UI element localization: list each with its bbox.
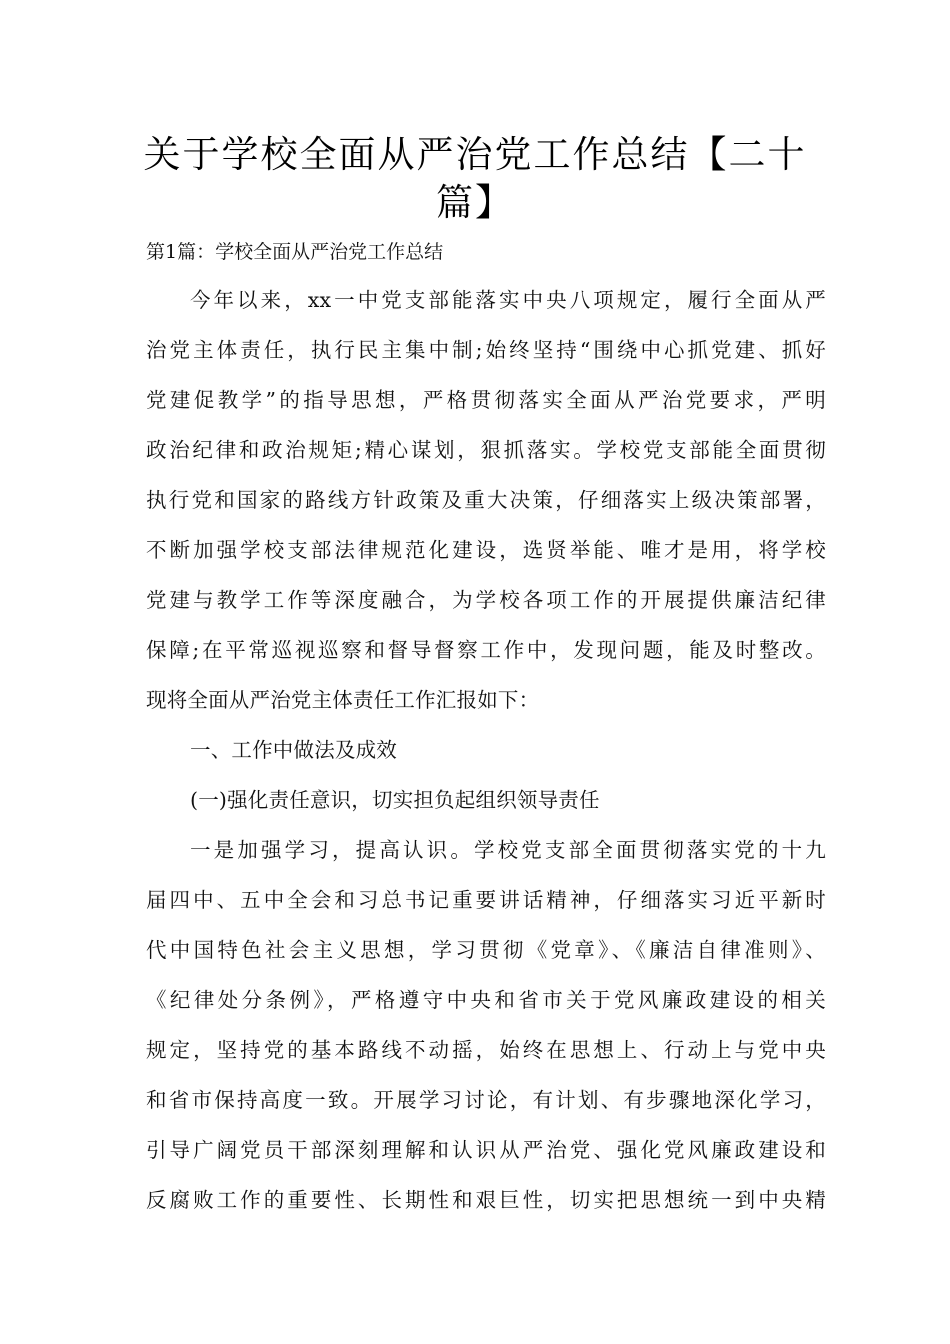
paragraph-line: 治党主体责任，执行民主集中制;始终坚持“围绕中心抓党建、抓好 [146, 338, 826, 362]
document-title-line-2: 篇】 [436, 181, 514, 224]
paragraph-line: 《纪律处分条例》，严格遵守中央和省市关于党风廉政建设的相关 [146, 988, 826, 1012]
paragraph-line: 规定，坚持党的基本路线不动摇，始终在思想上、行动上与党中央 [146, 1038, 826, 1062]
paragraph-line: 党建与教学工作等深度融合，为学校各项工作的开展提供廉洁纪律 [146, 588, 826, 612]
subsection-heading: (一)强化责任意识，切实担负起组织领导责任 [190, 788, 600, 812]
paragraph-line: 引导广阔党员干部深刻理解和认识从严治党、强化党风廉政建设和 [146, 1138, 826, 1162]
paragraph-line: 今年以来，xx一中党支部能落实中央八项规定，履行全面从严 [190, 288, 826, 312]
paragraph-line: 现将全面从严治党主体责任工作汇报如下： [146, 688, 540, 712]
paragraph-line: 反腐败工作的重要性、长期性和艰巨性，切实把思想统一到中央精 [146, 1188, 826, 1212]
paragraph-line: 保障;在平常巡视巡察和督导督察工作中，发现问题，能及时整改。 [146, 638, 826, 662]
paragraph-line: 和省市保持高度一致。开展学习讨论，有计划、有步骤地深化学习， [146, 1088, 826, 1112]
paragraph-line: 党建促教学”的指导思想，严格贯彻落实全面从严治党要求，严明 [146, 388, 826, 412]
paragraph-line: 政治纪律和政治规矩;精心谋划，狠抓落实。学校党支部能全面贯彻 [146, 438, 826, 462]
subsection-heading: 一、工作中做法及成效 [190, 738, 397, 762]
paragraph-line: 不断加强学校支部法律规范化建设，选贤举能、唯才是用，将学校 [146, 538, 826, 562]
paragraph-line: 届四中、五中全会和习总书记重要讲话精神，仔细落实习近平新时 [146, 888, 826, 912]
section-heading: 第1篇：学校全面从严治党工作总结 [146, 241, 444, 263]
paragraph-line: 执行党和国家的路线方针政策及重大决策，仔细落实上级决策部署， [146, 488, 826, 512]
paragraph-line: 一是加强学习，提高认识。学校党支部全面贯彻落实党的十九 [190, 838, 826, 862]
document-title-line-1: 关于学校全面从严治党工作总结【二十 [143, 133, 807, 176]
paragraph-line: 代中国特色社会主义思想，学习贯彻《党章》、《廉洁自律准则》、 [146, 938, 826, 962]
